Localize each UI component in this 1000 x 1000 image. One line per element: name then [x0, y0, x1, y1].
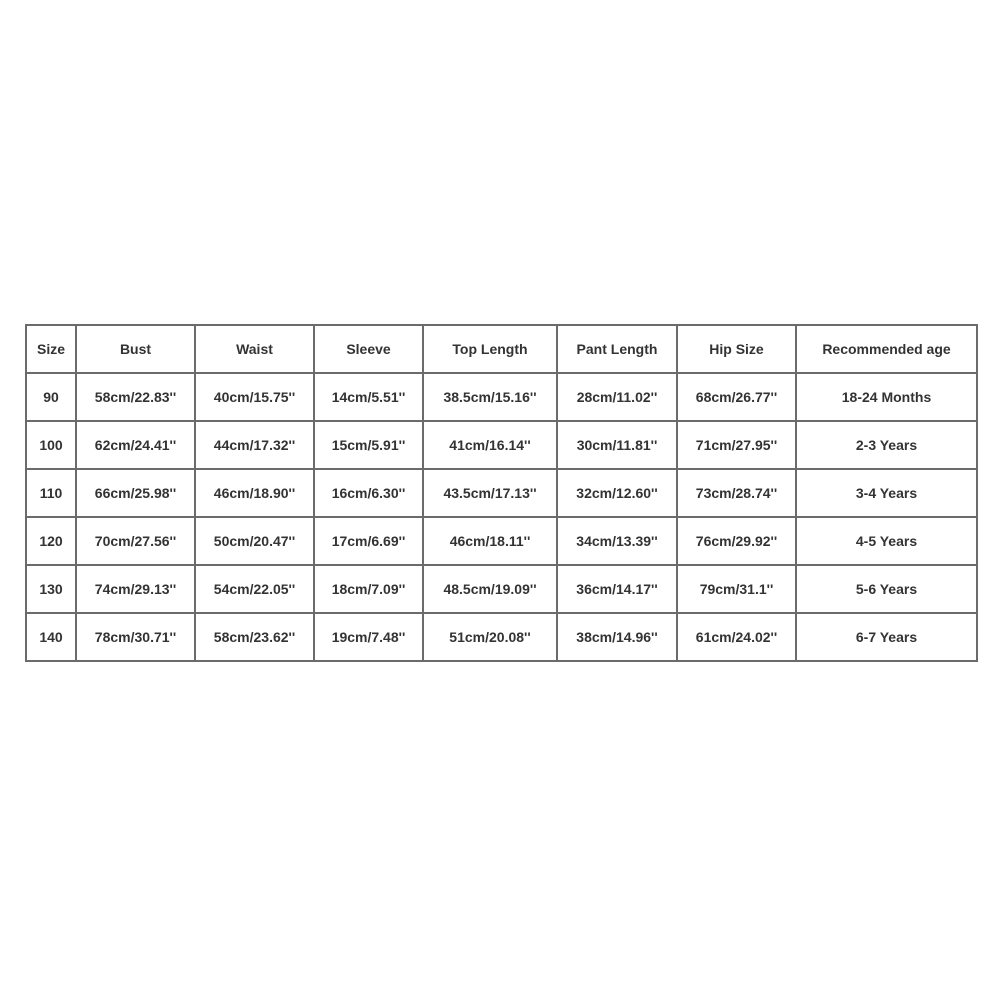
header-recommended-age: Recommended age — [796, 325, 977, 373]
cell-hip-size: 79cm/31.1'' — [677, 565, 796, 613]
header-waist: Waist — [195, 325, 314, 373]
cell-sleeve: 19cm/7.48'' — [314, 613, 423, 661]
cell-size: 110 — [26, 469, 76, 517]
table-body — [26, 373, 977, 661]
cell-hip-size: 76cm/29.92'' — [677, 517, 796, 565]
cell-size: 120 — [26, 517, 76, 565]
cell-top-length: 41cm/16.14'' — [423, 421, 557, 469]
header-row — [26, 325, 977, 373]
header-bust: Bust — [76, 325, 195, 373]
cell-waist: 58cm/23.62'' — [195, 613, 314, 661]
cell-top-length: 43.5cm/17.13'' — [423, 469, 557, 517]
cell-recommended-age: 2-3 Years — [796, 421, 977, 469]
cell-waist: 44cm/17.32'' — [195, 421, 314, 469]
header-top-length: Top Length — [423, 325, 557, 373]
cell-top-length: 38.5cm/15.16'' — [423, 373, 557, 421]
cell-bust: 66cm/25.98'' — [76, 469, 195, 517]
cell-hip-size: 73cm/28.74'' — [677, 469, 796, 517]
cell-sleeve: 16cm/6.30'' — [314, 469, 423, 517]
cell-waist: 54cm/22.05'' — [195, 565, 314, 613]
cell-waist: 40cm/15.75'' — [195, 373, 314, 421]
cell-waist: 46cm/18.90'' — [195, 469, 314, 517]
table-row — [26, 517, 977, 565]
header-pant-length: Pant Length — [557, 325, 677, 373]
cell-sleeve: 14cm/5.51'' — [314, 373, 423, 421]
cell-bust: 78cm/30.71'' — [76, 613, 195, 661]
cell-pant-length: 36cm/14.17'' — [557, 565, 677, 613]
cell-size: 90 — [26, 373, 76, 421]
cell-hip-size: 68cm/26.77'' — [677, 373, 796, 421]
cell-waist: 50cm/20.47'' — [195, 517, 314, 565]
cell-recommended-age: 6-7 Years — [796, 613, 977, 661]
cell-recommended-age: 5-6 Years — [796, 565, 977, 613]
table-row — [26, 565, 977, 613]
size-chart-table — [25, 324, 978, 662]
cell-recommended-age: 4-5 Years — [796, 517, 977, 565]
cell-sleeve: 18cm/7.09'' — [314, 565, 423, 613]
cell-bust: 58cm/22.83'' — [76, 373, 195, 421]
header-hip-size: Hip Size — [677, 325, 796, 373]
cell-bust: 70cm/27.56'' — [76, 517, 195, 565]
cell-top-length: 46cm/18.11'' — [423, 517, 557, 565]
cell-size: 100 — [26, 421, 76, 469]
cell-top-length: 51cm/20.08'' — [423, 613, 557, 661]
cell-size: 130 — [26, 565, 76, 613]
cell-pant-length: 32cm/12.60'' — [557, 469, 677, 517]
cell-pant-length: 30cm/11.81'' — [557, 421, 677, 469]
cell-recommended-age: 18-24 Months — [796, 373, 977, 421]
cell-bust: 62cm/24.41'' — [76, 421, 195, 469]
cell-pant-length: 28cm/11.02'' — [557, 373, 677, 421]
table-row — [26, 421, 977, 469]
table-row — [26, 373, 977, 421]
cell-sleeve: 17cm/6.69'' — [314, 517, 423, 565]
cell-top-length: 48.5cm/19.09'' — [423, 565, 557, 613]
cell-pant-length: 34cm/13.39'' — [557, 517, 677, 565]
cell-pant-length: 38cm/14.96'' — [557, 613, 677, 661]
header-size: Size — [26, 325, 76, 373]
cell-size: 140 — [26, 613, 76, 661]
cell-recommended-age: 3-4 Years — [796, 469, 977, 517]
cell-hip-size: 71cm/27.95'' — [677, 421, 796, 469]
table-row — [26, 613, 977, 661]
table-row — [26, 469, 977, 517]
header-sleeve: Sleeve — [314, 325, 423, 373]
table-header — [26, 325, 977, 373]
cell-bust: 74cm/29.13'' — [76, 565, 195, 613]
cell-sleeve: 15cm/5.91'' — [314, 421, 423, 469]
cell-hip-size: 61cm/24.02'' — [677, 613, 796, 661]
